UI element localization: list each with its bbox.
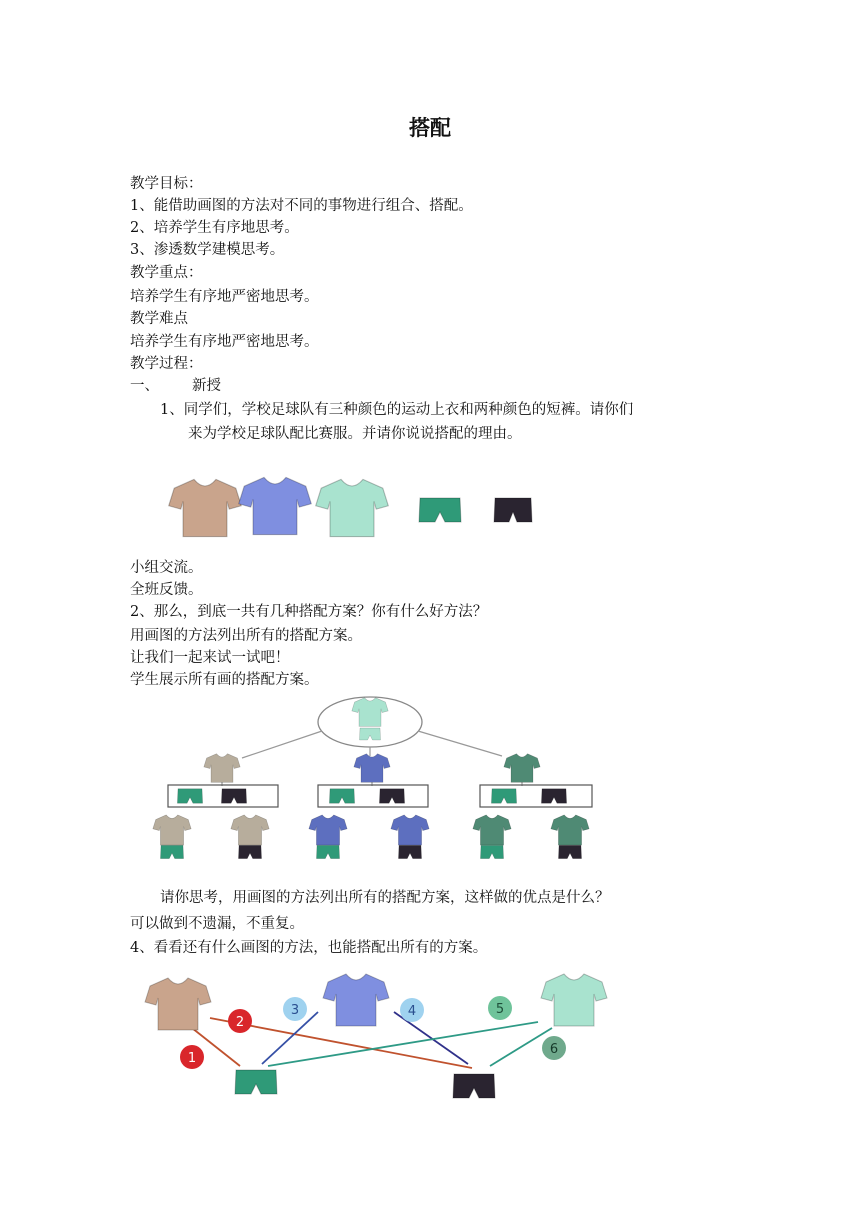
difficulty-heading: 教学难点 — [130, 311, 188, 327]
number-badge-5 — [488, 996, 512, 1020]
show-plans-text: 学生展示所有画的搭配方案。 — [130, 672, 319, 688]
key-point-heading: 教学重点： — [130, 265, 203, 281]
page-title: 搭配 — [409, 116, 451, 140]
svg-text:3: 3 — [290, 1003, 300, 1018]
question-2-text: 2、那么，到底一共有几种搭配方案？你有什么好方法？ — [130, 604, 488, 620]
svg-text:1: 1 — [187, 1051, 197, 1066]
svg-text:6: 6 — [549, 1042, 559, 1057]
line-shorts-black-icon — [453, 1074, 495, 1098]
line-shirt-tan-icon — [145, 978, 211, 1030]
section-1-label: 新授 — [192, 378, 221, 394]
objective-item-1: 1、能借助画图的方法对不同的事物进行组合、搭配。 — [130, 198, 473, 214]
number-badge-1 — [180, 1045, 204, 1069]
line-shirt-blue-icon — [323, 974, 389, 1026]
question-4-text: 4、看看还有什么画图的方法，也能搭配出所有的方案。 — [130, 940, 488, 956]
process-heading: 教学过程： — [130, 356, 203, 372]
answer-text: 可以做到不遗漏，不重复。 — [130, 916, 304, 932]
objectives-heading: 教学目标： — [130, 176, 203, 192]
try-it-text: 让我们一起来试一试吧！ — [130, 650, 290, 666]
number-badge-4 — [400, 998, 424, 1022]
tree-shirt-teal-icon — [504, 754, 540, 783]
tree-outfit-row — [153, 815, 589, 859]
tree-diagram-figure — [130, 696, 620, 868]
think-question-text: 请你思考，用画图的方法列出所有的搭配方案，这样做的优点是什么？ — [160, 890, 610, 906]
question-1-line-1: 1、同学们，学校足球队有三种颜色的运动上衣和两种颜色的短裤。请你们 — [160, 402, 634, 418]
tree-shirt-tan-icon — [204, 754, 240, 783]
root-outfit-icon — [352, 698, 388, 740]
question-1-line-2: 来为学校足球队配比赛服。并请你说说搭配的理由。 — [188, 426, 522, 442]
number-badge-3 — [283, 997, 307, 1021]
number-badge-6 — [542, 1036, 566, 1060]
line-shorts-green-icon — [235, 1070, 277, 1094]
number-badge-2 — [228, 1009, 252, 1033]
svg-text:5: 5 — [495, 1002, 505, 1017]
objective-item-3: 3、渗透数学建模思考。 — [130, 242, 285, 258]
line-matching-figure — [140, 968, 620, 1108]
clothing-items-figure — [165, 470, 545, 550]
objective-item-2: 2、培养学生有序地思考。 — [130, 220, 299, 236]
shirt-blue-icon — [239, 477, 312, 534]
shirt-mint-icon — [316, 479, 389, 536]
list-method-text: 用画图的方法列出所有的搭配方案。 — [130, 628, 362, 644]
shorts-green-icon — [419, 498, 461, 522]
svg-text:2: 2 — [235, 1015, 245, 1030]
key-point-text: 培养学生有序地严密地思考。 — [130, 289, 319, 305]
class-feedback-text: 全班反馈。 — [130, 582, 203, 598]
tree-shirt-blue-icon — [354, 754, 390, 783]
line-shirt-mint-icon — [541, 974, 607, 1026]
tree-shorts-row — [177, 789, 566, 803]
shirt-tan-icon — [169, 479, 242, 536]
shorts-black-icon — [494, 498, 532, 522]
section-1-number: 一、 — [130, 378, 159, 394]
svg-text:4: 4 — [407, 1004, 417, 1019]
group-discussion-text: 小组交流。 — [130, 560, 203, 576]
difficulty-text: 培养学生有序地严密地思考。 — [130, 334, 319, 350]
